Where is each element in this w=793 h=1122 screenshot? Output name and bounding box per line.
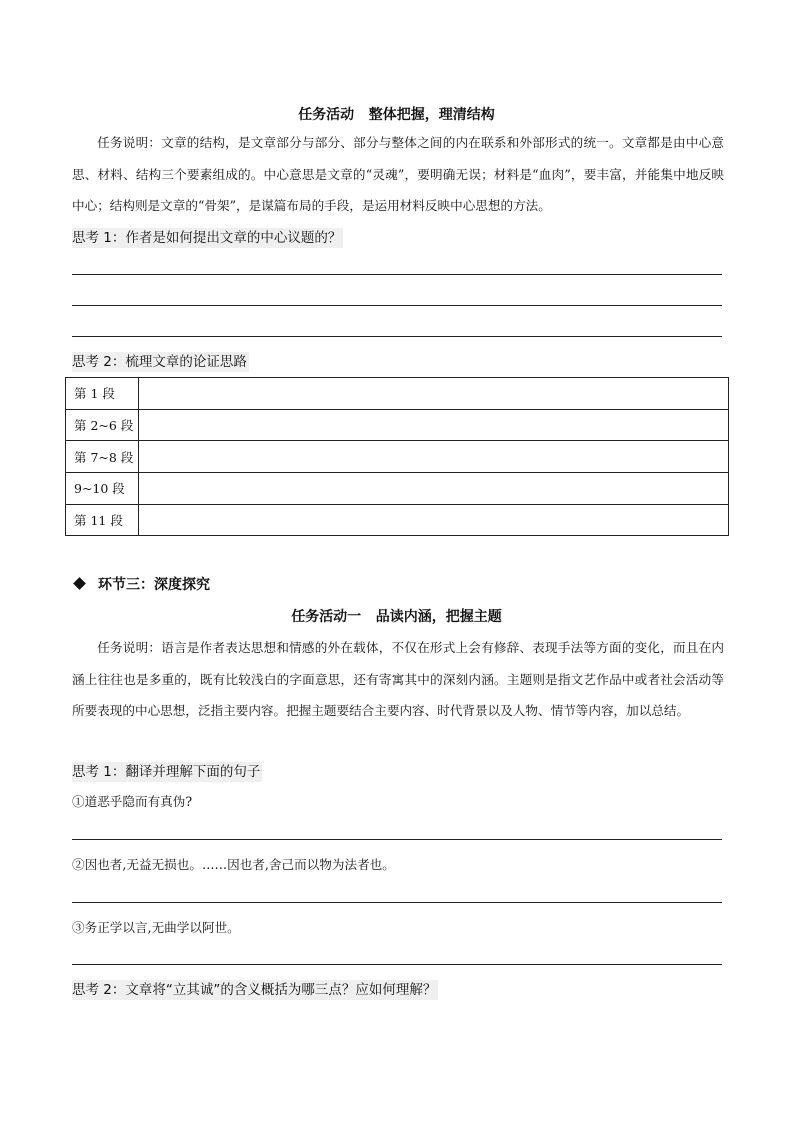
answer-line[interactable] <box>72 902 722 903</box>
section2-question-2: 思考 2：文章将“立其诚”的含义概括为哪三点？应如何理解？ <box>72 982 437 998</box>
section1-question-2: 思考 2：梳理文章的论证思路 <box>72 354 247 370</box>
sentence-item: ①道恶乎隐而有真伪? <box>72 794 193 809</box>
section2-description <box>72 632 724 727</box>
table-row-cell[interactable] <box>139 504 729 536</box>
table-row <box>66 441 729 473</box>
table-row-cell[interactable] <box>139 409 729 441</box>
table-row-label: 9~10 段 <box>66 473 139 505</box>
section2-title: 任务活动一 品读内涵，把握主题 <box>291 609 502 625</box>
table-row-cell[interactable] <box>139 473 729 505</box>
table-row-label: 第 1 段 <box>66 378 139 410</box>
diamond-bullet-icon <box>73 577 86 590</box>
table-row <box>66 504 729 536</box>
table-row <box>66 473 729 505</box>
table-row-cell[interactable] <box>139 378 729 410</box>
answer-line[interactable] <box>72 274 722 275</box>
sentence-item: ②因也者,无益无损也。……因也者,舍己而以物为法者也。 <box>72 857 395 872</box>
section1-title: 任务活动 整体把握，理清结构 <box>298 107 495 123</box>
section2-heading <box>72 575 210 595</box>
section2-heading-text: 环节三：深度探究 <box>98 577 210 593</box>
table-row <box>66 378 729 410</box>
table-row-label: 第 11 段 <box>66 504 139 536</box>
section1-description <box>72 127 724 222</box>
answer-line[interactable] <box>72 336 722 337</box>
answer-line[interactable] <box>72 964 722 965</box>
table-row-label: 第 7~8 段 <box>66 441 139 473</box>
table-row-cell[interactable] <box>139 441 729 473</box>
section1-question-1: 思考 1：作者是如何提出文章的中心议题的？ <box>72 230 342 246</box>
table-row <box>66 409 729 441</box>
section2-question-1: 思考 1：翻译并理解下面的句子 <box>72 764 261 780</box>
answer-line[interactable] <box>72 839 722 840</box>
section2-description-text: 任务说明：语言是作者表达思想和情感的外在载体，不仅在形式上会有修辞、表现手法等方面的变化，而且在内涵上往往也是多重的，既有比较浅白的字面意思，还有寄寓其中的深刻内涵。主题则是指文艺作品中或者社会活动等所要表现的中心思想，泛指主要内容。把握主题要结合主要内容、时代背景以及人物、情节等内容，加以总结。 <box>72 640 724 718</box>
table-row-label: 第 2~6 段 <box>66 409 139 441</box>
section1-description-text: 任务说明：文章的结构，是文章部分与部分、部分与整体之间的内在联系和外部形式的统一。文章都是由中心意思、材料、结构三个要素组成的。中心意思是文章的“灵魂”，要明确无误；材料是“血肉”，要丰富，并能集中地反映中心；结构则是文章的“骨架”，是谋篇布局的手段，是运用材料反映中心思想的方法。 <box>72 135 724 213</box>
argument-table <box>65 377 729 536</box>
sentence-item: ③务正学以言,无曲学以阿世。 <box>72 920 240 935</box>
answer-line[interactable] <box>72 305 722 306</box>
